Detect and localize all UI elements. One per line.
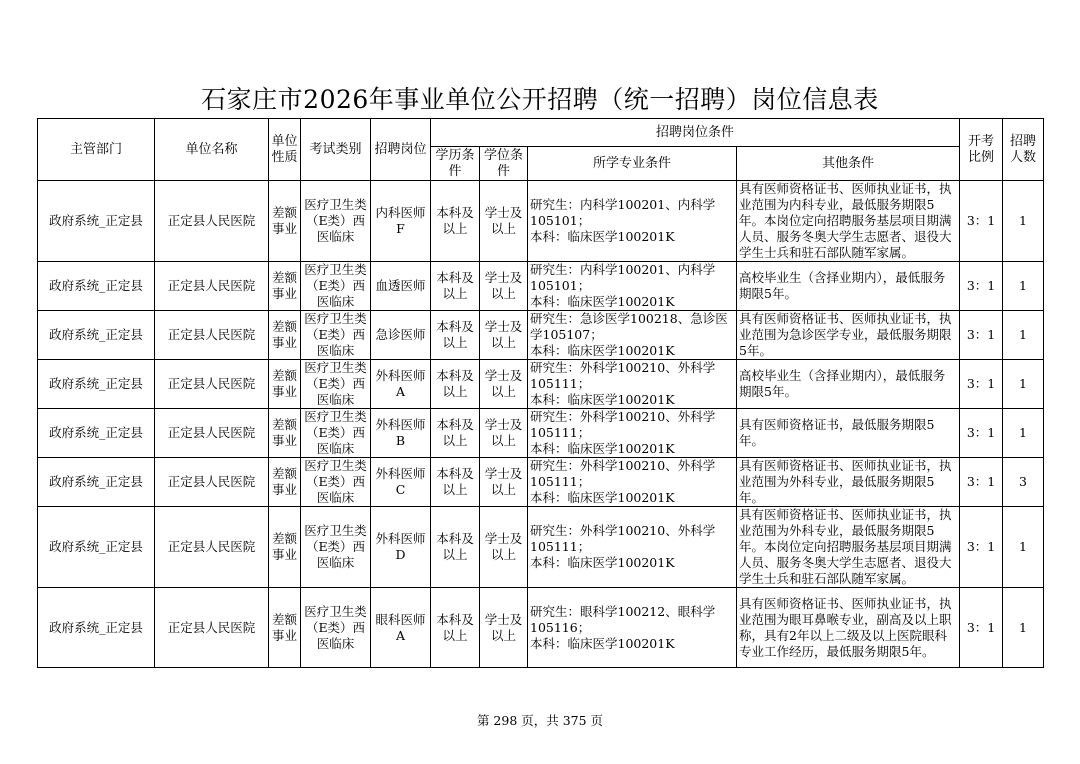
cell-degree: 学士及以上 xyxy=(480,181,528,262)
cell-post: 急诊医师 xyxy=(371,311,431,360)
cell-count: 1 xyxy=(1003,507,1044,588)
cell-unit: 正定县人民医院 xyxy=(155,409,269,458)
cell-edu: 本科及以上 xyxy=(431,360,480,409)
cell-exam: 医疗卫生类（E类）西医临床 xyxy=(301,458,371,507)
cell-ratio: 3：1 xyxy=(960,360,1003,409)
cell-post: 内科医师F xyxy=(371,181,431,262)
table-row xyxy=(38,181,1044,262)
cell-unit: 正定县人民医院 xyxy=(155,588,269,668)
cell-degree: 学士及以上 xyxy=(480,458,528,507)
cell-unit: 正定县人民医院 xyxy=(155,360,269,409)
cell-count: 1 xyxy=(1003,311,1044,360)
header-count: 招聘人数 xyxy=(1003,119,1044,181)
cell-count: 1 xyxy=(1003,262,1044,311)
cell-edu: 本科及以上 xyxy=(431,588,480,668)
cell-count: 1 xyxy=(1003,360,1044,409)
cell-unit: 正定县人民医院 xyxy=(155,507,269,588)
cell-major: 研究生：眼科学100212、眼科学105116； 本科：临床医学100201K xyxy=(528,588,737,668)
cell-other: 高校毕业生（含择业期内），最低服务期限5年。 xyxy=(737,360,960,409)
page-title: 石家庄市2026年事业单位公开招聘（统一招聘）岗位信息表 xyxy=(201,85,879,114)
cell-exam: 医疗卫生类（E类）西医临床 xyxy=(301,311,371,360)
header-exam: 考试类别 xyxy=(301,119,371,181)
cell-nature: 差额事业 xyxy=(269,181,301,262)
cell-exam: 医疗卫生类（E类）西医临床 xyxy=(301,181,371,262)
cell-dept: 政府系统_正定县 xyxy=(38,409,155,458)
cell-exam: 医疗卫生类（E类）西医临床 xyxy=(301,409,371,458)
cell-unit: 正定县人民医院 xyxy=(155,262,269,311)
cell-dept: 政府系统_正定县 xyxy=(38,181,155,262)
cell-post: 眼科医师A xyxy=(371,588,431,668)
cell-ratio: 3：1 xyxy=(960,311,1003,360)
cell-other: 具有医师资格证书、医师执业证书，执业范围为外科专业，最低服务期限5年。本岗位定向招聘服务基层项目期满人员、服务冬奥大学生志愿者、退役大学生士兵和驻石部队随军家属。 xyxy=(737,507,960,588)
cell-other: 具有医师资格证书、医师执业证书，执业范围为外科专业，最低服务期限5年。 xyxy=(737,458,960,507)
cell-nature: 差额事业 xyxy=(269,409,301,458)
table-row xyxy=(38,458,1044,507)
cell-exam: 医疗卫生类（E类）西医临床 xyxy=(301,360,371,409)
cell-nature: 差额事业 xyxy=(269,458,301,507)
cell-major: 研究生：内科学100201、内科学105101； 本科：临床医学100201K xyxy=(528,181,737,262)
cell-degree: 学士及以上 xyxy=(480,588,528,668)
cell-dept: 政府系统_正定县 xyxy=(38,311,155,360)
cell-degree: 学士及以上 xyxy=(480,311,528,360)
cell-degree: 学士及以上 xyxy=(480,409,528,458)
table-row xyxy=(38,262,1044,311)
cell-other: 高校毕业生（含择业期内），最低服务期限5年。 xyxy=(737,262,960,311)
cell-dept: 政府系统_正定县 xyxy=(38,507,155,588)
table-row xyxy=(38,311,1044,360)
cell-major: 研究生：外科学100210、外科学105111； 本科：临床医学100201K xyxy=(528,458,737,507)
header-other: 其他条件 xyxy=(737,147,960,181)
cell-degree: 学士及以上 xyxy=(480,262,528,311)
cell-unit: 正定县人民医院 xyxy=(155,181,269,262)
cell-post: 外科医师A xyxy=(371,360,431,409)
cell-exam: 医疗卫生类（E类）西医临床 xyxy=(301,262,371,311)
cell-dept: 政府系统_正定县 xyxy=(38,262,155,311)
cell-ratio: 3：1 xyxy=(960,507,1003,588)
cell-degree: 学士及以上 xyxy=(480,507,528,588)
header-post: 招聘岗位 xyxy=(371,119,431,181)
cell-count: 3 xyxy=(1003,458,1044,507)
cell-major: 研究生：外科学100210、外科学105111； 本科：临床医学100201K xyxy=(528,507,737,588)
cell-exam: 医疗卫生类（E类）西医临床 xyxy=(301,588,371,668)
cell-post: 外科医师D xyxy=(371,507,431,588)
cell-nature: 差额事业 xyxy=(269,262,301,311)
cell-nature: 差额事业 xyxy=(269,588,301,668)
cell-nature: 差额事业 xyxy=(269,507,301,588)
cell-unit: 正定县人民医院 xyxy=(155,311,269,360)
cell-dept: 政府系统_正定县 xyxy=(38,458,155,507)
cell-other: 具有医师资格证书、医师执业证书，执业范围为内科专业，最低服务期限5年。本岗位定向招聘服务基层项目期满人员、服务冬奥大学生志愿者、退役大学生士兵和驻石部队随军家属。 xyxy=(737,181,960,262)
header-conditions: 招聘岗位条件 xyxy=(431,119,960,147)
cell-major: 研究生：内科学100201、内科学105101； 本科：临床医学100201K xyxy=(528,262,737,311)
header-nature: 单位性质 xyxy=(269,119,301,181)
table-row xyxy=(38,588,1044,668)
cell-count: 1 xyxy=(1003,588,1044,668)
cell-unit: 正定县人民医院 xyxy=(155,458,269,507)
cell-dept: 政府系统_正定县 xyxy=(38,588,155,668)
cell-post: 外科医师B xyxy=(371,409,431,458)
page-footer: 第 298 页，共 375 页 xyxy=(476,713,604,728)
cell-exam: 医疗卫生类（E类）西医临床 xyxy=(301,507,371,588)
table-row xyxy=(38,360,1044,409)
cell-edu: 本科及以上 xyxy=(431,262,480,311)
cell-post: 血透医师 xyxy=(371,262,431,311)
header-edu: 学历条件 xyxy=(431,147,480,181)
cell-post: 外科医师C xyxy=(371,458,431,507)
cell-edu: 本科及以上 xyxy=(431,507,480,588)
table-row xyxy=(38,409,1044,458)
cell-dept: 政府系统_正定县 xyxy=(38,360,155,409)
recruitment-table xyxy=(37,118,1044,668)
cell-other: 具有医师资格证书、医师执业证书，执业范围为眼耳鼻喉专业，副高及以上职称，具有2年以上二级及以上医院眼科专业工作经历，最低服务期限5年。 xyxy=(737,588,960,668)
cell-edu: 本科及以上 xyxy=(431,311,480,360)
cell-ratio: 3：1 xyxy=(960,409,1003,458)
cell-other: 具有医师资格证书，最低服务期限5年。 xyxy=(737,409,960,458)
cell-edu: 本科及以上 xyxy=(431,409,480,458)
cell-degree: 学士及以上 xyxy=(480,360,528,409)
table-row xyxy=(38,507,1044,588)
cell-major: 研究生：急诊医学100218、急诊医学105107； 本科：临床医学100201K xyxy=(528,311,737,360)
header-dept: 主管部门 xyxy=(38,119,155,181)
cell-count: 1 xyxy=(1003,181,1044,262)
header-degree: 学位条件 xyxy=(480,147,528,181)
cell-major: 研究生：外科学100210、外科学105111； 本科：临床医学100201K xyxy=(528,409,737,458)
cell-ratio: 3：1 xyxy=(960,588,1003,668)
cell-nature: 差额事业 xyxy=(269,360,301,409)
cell-major: 研究生：外科学100210、外科学105111； 本科：临床医学100201K xyxy=(528,360,737,409)
header-ratio: 开考比例 xyxy=(960,119,1003,181)
cell-count: 1 xyxy=(1003,409,1044,458)
cell-other: 具有医师资格证书、医师执业证书，执业范围为急诊医学专业，最低服务期限5年。 xyxy=(737,311,960,360)
cell-nature: 差额事业 xyxy=(269,311,301,360)
cell-edu: 本科及以上 xyxy=(431,181,480,262)
header-unit: 单位名称 xyxy=(155,119,269,181)
header-major: 所学专业条件 xyxy=(528,147,737,181)
cell-ratio: 3：1 xyxy=(960,181,1003,262)
cell-ratio: 3：1 xyxy=(960,458,1003,507)
cell-edu: 本科及以上 xyxy=(431,458,480,507)
cell-ratio: 3：1 xyxy=(960,262,1003,311)
